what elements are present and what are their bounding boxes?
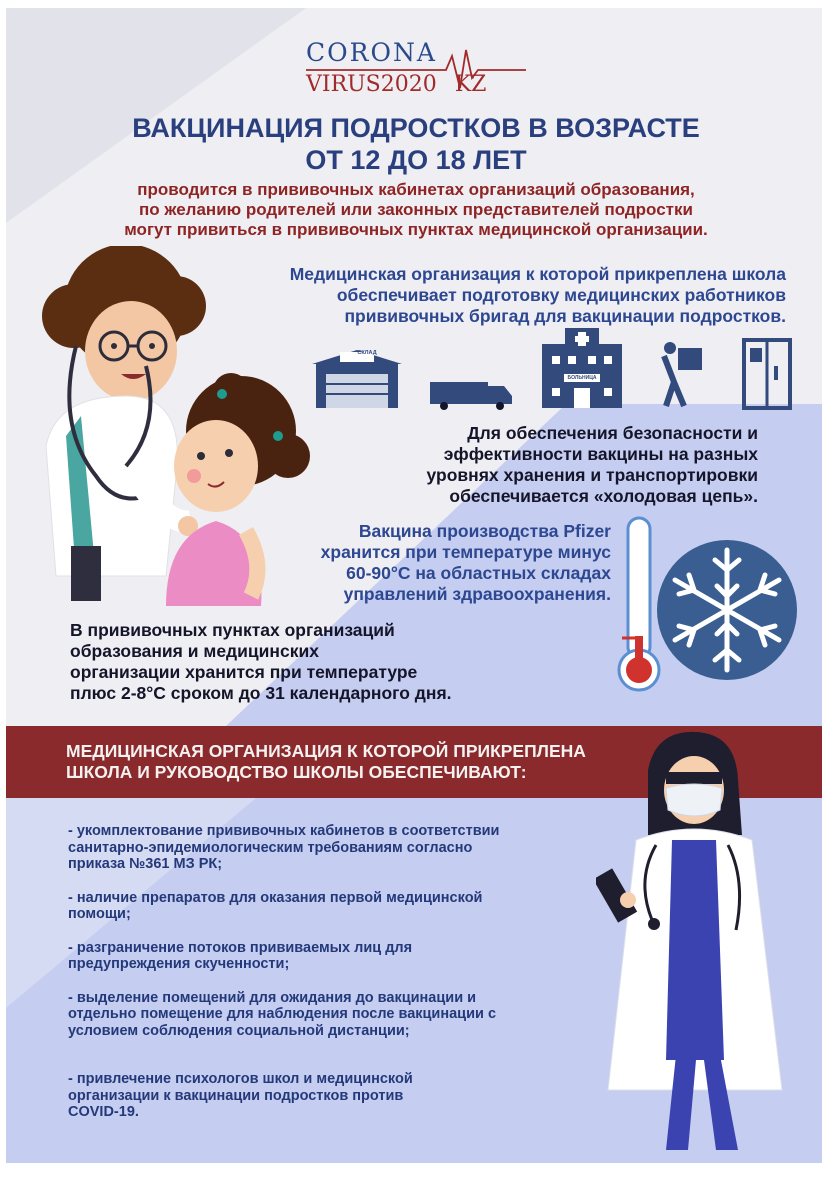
banner-heading: МЕДИЦИНСКАЯ ОРГАНИЗАЦИЯ К КОТОРОЙ ПРИКРЕПЛЕНА ШКОЛА И РУКОВОДСТВО ШКОЛЫ ОБЕСПЕЧИВАЮТ: [66,741,586,782]
snowflake-thermometer-illustration [612,508,802,700]
hospital-sign: БОЛЬНИЦА [567,375,597,381]
warehouse-sign: СКЛАД [357,350,377,356]
storage-text: В прививочных пунктах организаций образования и медицинских организации хранится при температуре плюс 2-8°С сроком до 31 календарного дня. [70,620,452,703]
page-title: ВАКЦИНАЦИЯ ПОДРОСТКОВ В ВОЗРАСТЕ ОТ 12 ДО 18 ЛЕТ [132,113,700,175]
list-item: - привлечение психологов школ и медицинской организации к вакцинации подростков против COVID-19. [68,1071,413,1120]
logo-corona: CORONA [306,38,437,67]
pfizer-text: Вакцина производства Pfizer хранится при температуре минус 60-90°С на областных складах управлений здравоохранения. [320,521,611,604]
thermometer-icon [619,518,659,690]
courier-icon [664,342,702,406]
list-item: - выделение помещений для ожидания до вакцинации и отдельно помещение для наблюдения после вакцинации с условием соблюдения социальной дистанции; [68,989,497,1039]
requirements-list [68,823,608,1138]
cold-chain-icons [312,326,792,410]
medical-org-text: Медицинская организация к которой прикреплена школа обеспечивает подготовку медицинских работников прививочных бригад для вакцинации подростков. [289,264,786,326]
refrigerator-icon [744,340,790,408]
subtitle: проводится в прививочных кабинетах организаций образования, по желанию родителей или законных представителей подростки могут привиться в прививочных пунктах медицинской организации. [124,180,708,239]
nurse-illustration [596,730,806,1163]
list-item: - наличие препаратов для оказания первой медицинской помощи; [68,889,483,922]
list-item: - укомплектование прививочных кабинетов в соответствии санитарно-эпидемиологическим требованиям согласно приказа №361 МЗ РК; [68,823,500,872]
logo-virus2020: VIRUS2020 KZ [306,72,487,97]
truck-icon [430,382,512,410]
hospital-icon [542,328,622,408]
poster [6,8,822,1163]
warehouse-icon [312,350,402,408]
cold-chain-text: Для обеспечения безопасности и эффективности вакцины на разных уровнях хранения и транспортировки обеспечивается «холодовая цепь». [426,423,758,506]
list-item: - разграничение потоков прививаемых лиц для предупреждения скученности; [68,939,413,972]
